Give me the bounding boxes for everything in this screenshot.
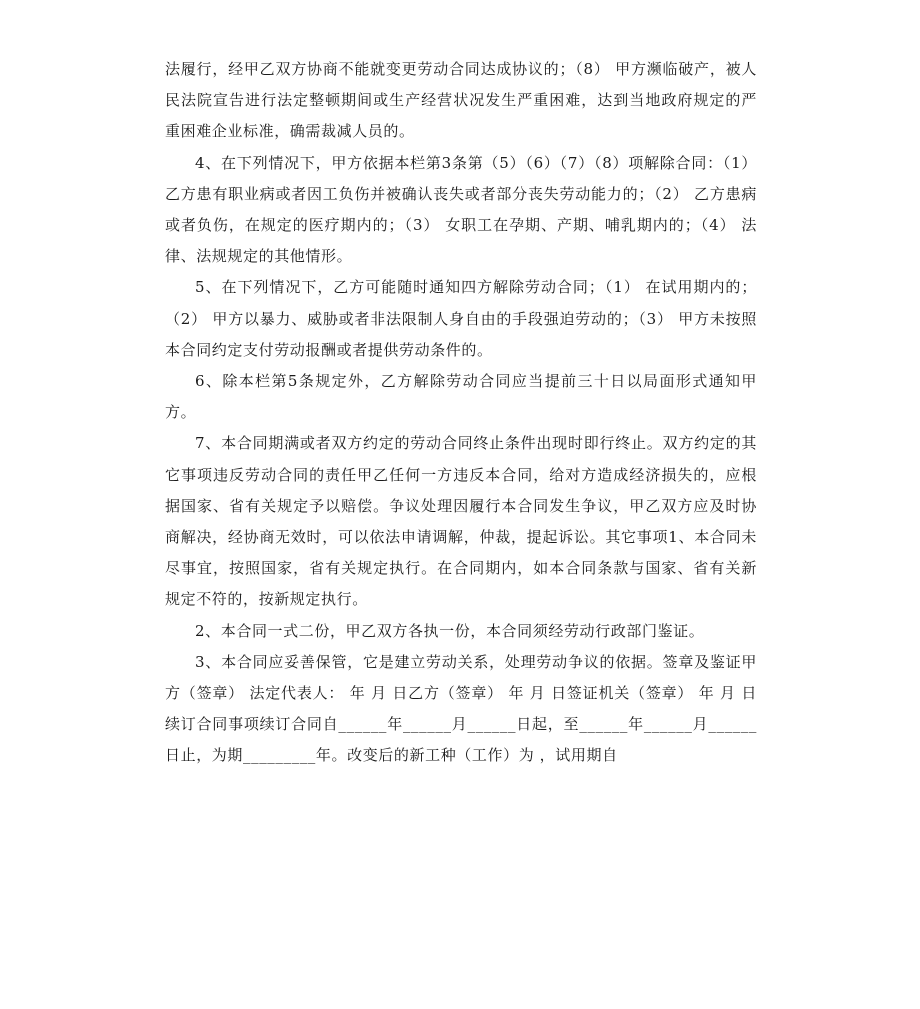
- paragraph-clause-7: 7、本合同期满或者双方约定的劳动合同终止条件出现时即行终止。双方约定的其它事项违反劳动合同的责任甲乙任何一方违反本合同，给对方造成经济损失的，应根据国家、省有关规定予以赔偿。争议处理因履行本合同发生争议，甲乙双方应及时协商解决，经协商无效时，可以依法申请调解，仲裁，提起诉讼。其它事项1、本合同未尽事宜，按照国家，省有关规定执行。在合同期内，如本合同条款与国家、省有关新规定不符的，按新规定执行。: [165, 434, 757, 609]
- paragraph-other-3-signatures: 3、本合同应妥善保管，它是建立劳动关系，处理劳动争议的依据。签章及鉴证甲方（签章） 法定代表人： 年 月 日乙方（签章） 年 月 日签证机关（签章） 年 月 日续订合同事项续订合同自______年______月______日起，至______年______月______日止，为期_________年。改变后的新工种（工作）为 ，试用期自: [165, 652, 757, 765]
- paragraph-other-2: 2、本合同一式二份，甲乙双方各执一份，本合同须经劳动行政部门鉴证。: [195, 621, 705, 640]
- paragraph-clause-6: 6、除本栏第5条规定外，乙方解除劳动合同应当提前三十日以局面形式通知甲方。: [165, 372, 757, 422]
- paragraph-clause-5: 5、在下列情况下，乙方可能随时通知四方解除劳动合同；（1） 在试用期内的；（2） 甲方以暴力、威胁或者非法限制人身自由的手段强迫劳动的；（3） 甲方未按照本合同约定支付劳动报酬或者提供劳动条件的。: [165, 278, 757, 359]
- document-body: [165, 54, 757, 772]
- paragraph-termination-conditions: 法履行，经甲乙双方协商不能就变更劳动合同达成协议的；（8） 甲方濒临破产，被人民法院宣告进行法定整顿期间或生产经营状况发生严重困难，达到当地政府规定的严重困难企业标准，确需裁减人员的。: [165, 60, 757, 141]
- paragraph-clause-4: 4、在下列情况下，甲方依据本栏第3条第（5）（6）（7）（8）项解除合同：（1） 乙方患有职业病或者因工负伤并被确认丧失或者部分丧失劳动能力的；（2） 乙方患病或者负伤，在规定的医疗期内的；（3） 女职工在孕期、产期、哺乳期内的；（4） 法律、法规规定的其他情形。: [165, 153, 757, 266]
